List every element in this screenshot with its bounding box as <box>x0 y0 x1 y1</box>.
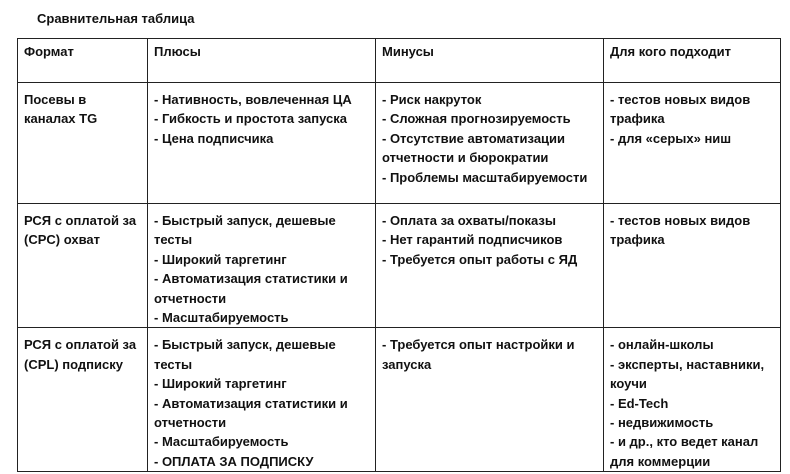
list-item: - Нативность, вовлеченная ЦА <box>154 92 352 107</box>
header-cons: Минусы <box>376 39 604 83</box>
header-audience: Для кого подходит <box>604 39 781 83</box>
audience-cell <box>604 328 781 472</box>
list-item: - Требуется опыт настройки и запуска <box>382 337 575 372</box>
list-item: - и др., кто ведет канал для коммерции <box>610 434 759 469</box>
list-item: - Цена подписчика <box>154 130 274 146</box>
list-item: - Отсутствие автоматизации отчетности и бюрократии <box>382 130 566 166</box>
list-item: - онлайн-школы <box>610 337 714 353</box>
table-header-row <box>18 39 781 83</box>
list-item: - Широкий таргетинг <box>154 251 287 267</box>
audience-cell <box>604 83 781 204</box>
list-item: - Оплата за охваты/показы <box>382 213 556 228</box>
table-row <box>18 204 781 328</box>
format-cell: Посевы в каналах TG <box>18 83 148 204</box>
pros-cell <box>148 204 376 328</box>
list-item: - Ed-Tech <box>610 395 669 411</box>
list-item: - Масштабируемость <box>154 434 289 450</box>
list-item: - Гибкость и простота запуска <box>154 111 347 127</box>
header-format: Формат <box>18 39 148 83</box>
format-cell: РСЯ с оплатой за (CPL) подписку <box>18 328 148 472</box>
list-item: - Широкий таргетинг <box>154 376 287 392</box>
table-row <box>18 328 781 472</box>
list-item: - Проблемы масштабируемости <box>382 169 588 185</box>
list-item: - эксперты, наставники, коучи <box>610 356 765 392</box>
comparison-table <box>17 38 781 472</box>
list-item: - Сложная прогнозируемость <box>382 111 571 127</box>
list-item: - Риск накруток <box>382 92 482 107</box>
list-item: - Масштабируемость <box>154 310 289 326</box>
list-item: - для «серых» ниш <box>610 130 732 146</box>
pros-cell <box>148 83 376 204</box>
cons-cell <box>376 204 604 328</box>
header-pros: Плюсы <box>148 39 376 83</box>
list-item: - Нет гарантий подписчиков <box>382 232 563 248</box>
list-item: - недвижимость <box>610 415 714 431</box>
list-item: - Автоматизация статистики и отчетности <box>154 395 348 431</box>
format-cell: РСЯ с оплатой за (CPC) охват <box>18 204 148 328</box>
audience-cell <box>604 204 781 328</box>
pros-cell <box>148 328 376 472</box>
list-item: - ОПЛАТА ЗА ПОДПИСКУ <box>154 453 314 469</box>
list-item: - Быстрый запуск, дешевые тесты <box>154 213 336 248</box>
page-title: Сравнительная таблица <box>37 11 195 26</box>
list-item: - Быстрый запуск, дешевые тесты <box>154 337 336 372</box>
cons-cell <box>376 83 604 204</box>
list-item: - тестов новых видов трафика <box>610 92 751 127</box>
cons-cell <box>376 328 604 472</box>
list-item: - Требуется опыт работы с ЯД <box>382 251 578 267</box>
list-item: - Автоматизация статистики и отчетности <box>154 271 348 306</box>
table-row <box>18 83 781 204</box>
list-item: - тестов новых видов трафика <box>610 213 751 248</box>
